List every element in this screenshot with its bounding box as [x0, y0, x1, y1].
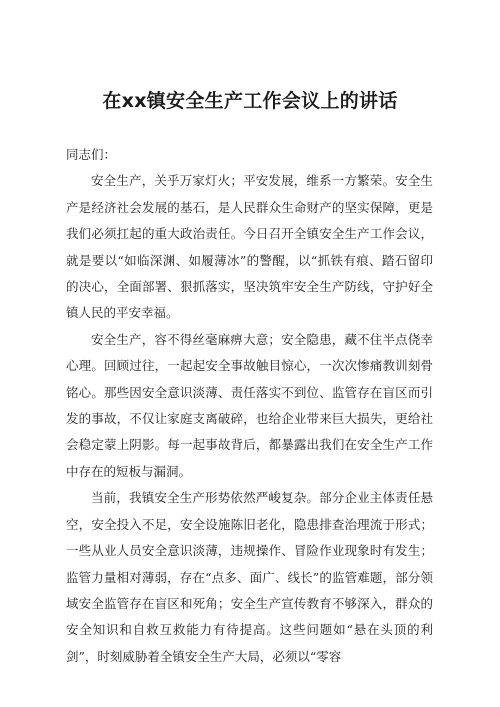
paragraph-1: 安全生产，关乎万家灯火；平安发展，维系一方繁荣。安全生产是经济社会发展的基石，是人民群众生命财产的坚实保障，更是我们必须扛起的重大政治责任。今日召开全镇安全生产工作会议，就是要以“如临深渊、如履薄冰”的警醒，以“抓铁有痕、踏石留印的决心，全面部署、狠抓落实，坚决筑牢安全生产防线，守护好全镇人民的平安幸福。 — [66, 173, 433, 321]
salutation: 同志们： — [66, 147, 117, 162]
paragraph-2: 安全生产，容不得丝毫麻痹大意；安全隐患，藏不住半点侥幸心理。回顾过往，一起起安全事故触目惊心，一次次惨痛教训刻骨铭心。那些因安全意识淡薄、责任落实不到位、监管存在盲区而引发的事故，不仅让家庭支离破碎，也给企业带来巨大损失，更给社会稳定蒙上阴影。每一起事故背后，都暴露出我们在安全生产工作中存在的短板与漏洞。 — [66, 331, 433, 479]
paragraph-3: 当前，我镇安全生产形势依然严峻复杂。部分企业主体责任悬空，安全投入不足，安全设施陈旧老化，隐患排查治理流于形式；一些从业人员安全意识淡薄，违规操作、冒险作业现象时有发生；监管力量相对薄弱，存在“点多、面广、线长”的监管难题，部分领域安全监管存在盲区和死角；安全生产宣传教育不够深入，群众的安全知识和自救互救能力有待提高。这些问题如“悬在头顶的利剑”，时刻威胁着全镇安全生产大局，必须以“零容 — [66, 490, 433, 664]
document-title: 在xx镇安全生产工作会议上的讲话 — [102, 90, 398, 112]
document-body — [66, 142, 433, 670]
